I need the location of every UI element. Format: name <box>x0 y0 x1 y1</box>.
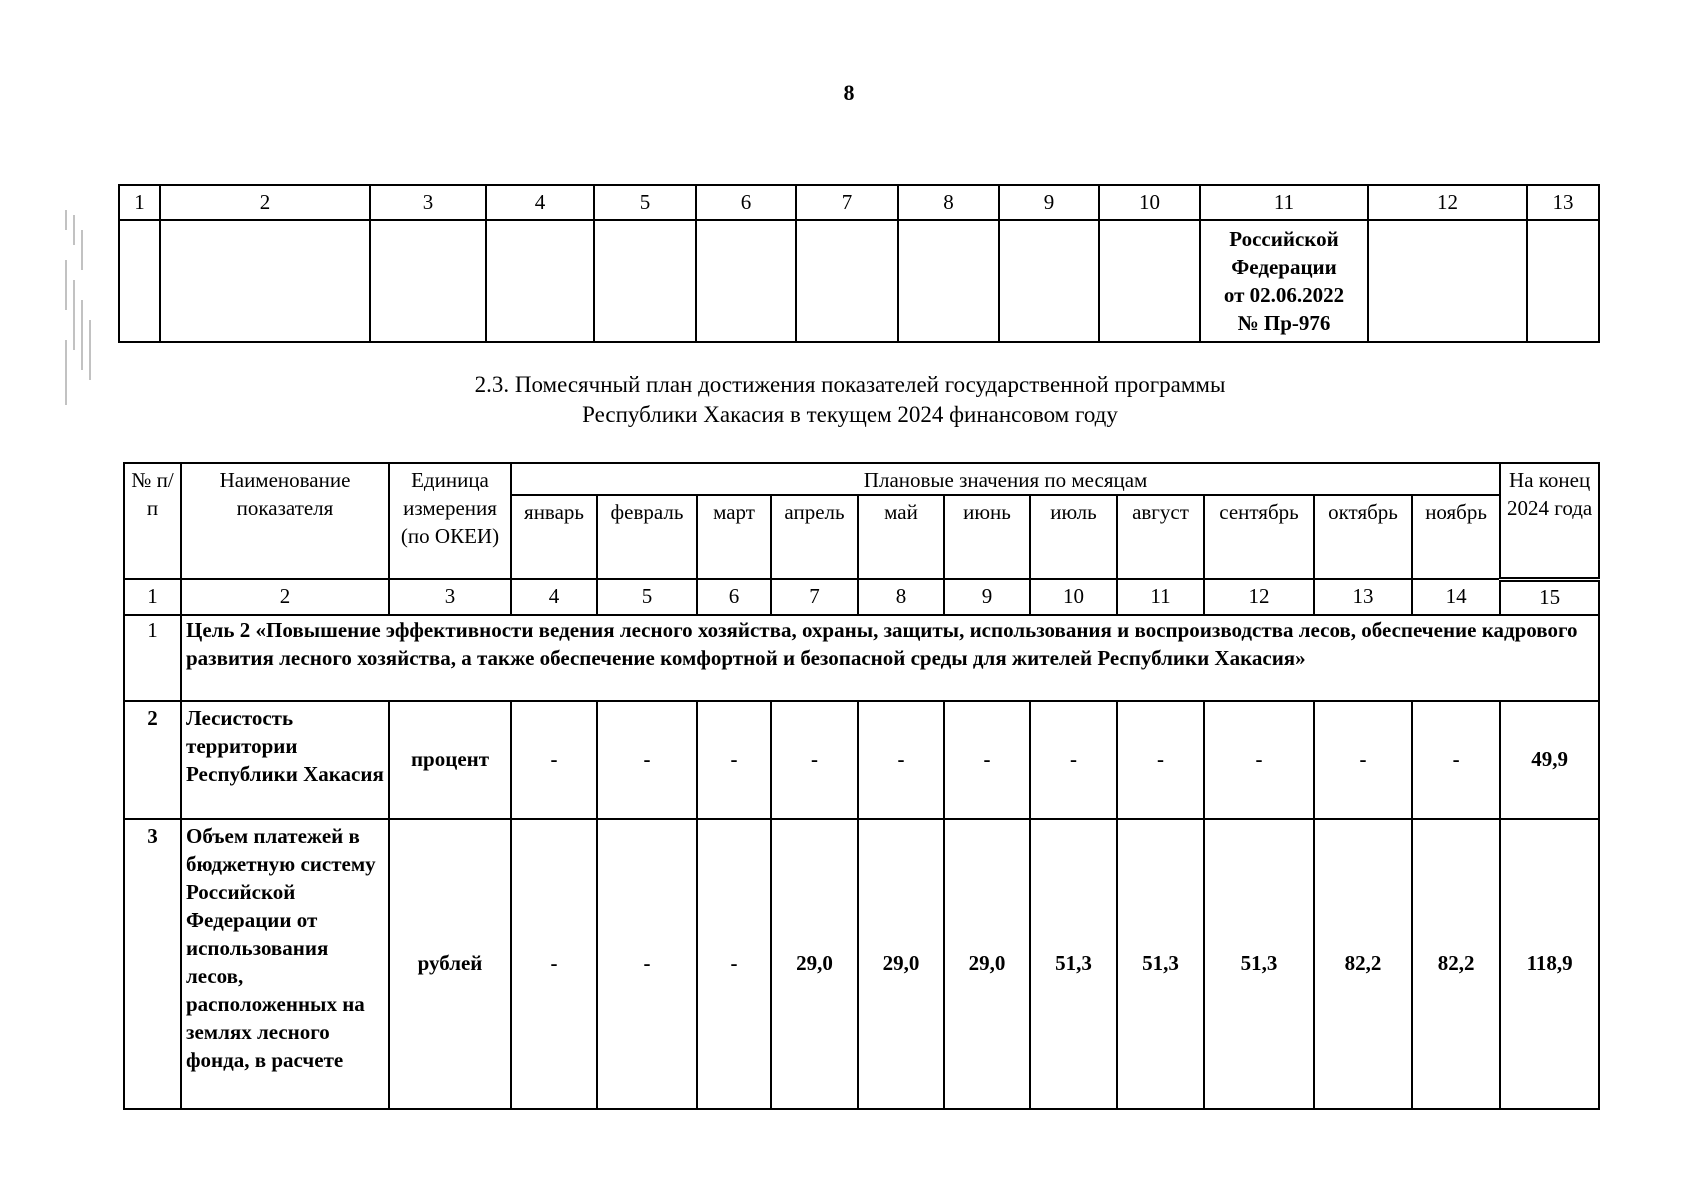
col-number: 11 <box>1200 185 1368 220</box>
month-value: - <box>597 701 697 819</box>
goal-row <box>124 615 1599 701</box>
month-value: 51,3 <box>1117 819 1204 1109</box>
header-month: февраль <box>597 495 697 579</box>
monthly-plan-table <box>123 462 1600 1110</box>
col-number: 6 <box>696 185 796 220</box>
continuation-table-header-row <box>119 185 1599 220</box>
header-month: октябрь <box>1314 495 1412 579</box>
continuation-table-row <box>119 220 1599 342</box>
row-index: 3 <box>124 819 181 1109</box>
month-value: 51,3 <box>1030 819 1117 1109</box>
header-number: № п/п <box>124 463 181 579</box>
col-number: 13 <box>1527 185 1599 220</box>
header-month: май <box>858 495 944 579</box>
header-name: Наименование показателя <box>181 463 389 579</box>
month-value: - <box>858 701 944 819</box>
col-number: 4 <box>511 579 597 615</box>
col-number: 13 <box>1314 579 1412 615</box>
month-value: - <box>771 701 858 819</box>
indicator-name: Объем платежей в бюджетную систему Российской Федерации от использования лесов, расположенных на землях лесного фонда, в расчете <box>181 819 389 1109</box>
header-month: апрель <box>771 495 858 579</box>
header-planned-values: Плановые значения по месяцам <box>511 463 1500 495</box>
row-index: 2 <box>124 701 181 819</box>
month-value: - <box>1412 701 1500 819</box>
month-value: - <box>944 701 1030 819</box>
header-row-1 <box>124 463 1599 495</box>
month-value: - <box>511 819 597 1109</box>
section-title: 2.3. Помесячный план достижения показателей государственной программы Республики Хакасия в текущем 2024 финансовом году <box>474 372 1226 427</box>
month-value: - <box>1314 701 1412 819</box>
indicator-unit: процент <box>389 701 511 819</box>
indicator-name: Лесистость территории Республики Хакасия <box>181 701 389 819</box>
document-reference-cell: Российской Федерации от 02.06.2022 № Пр-976 <box>1200 220 1368 342</box>
indicator-unit: рублей <box>389 819 511 1109</box>
month-value: - <box>697 701 771 819</box>
col-number: 14 <box>1412 579 1500 615</box>
col-number: 3 <box>370 185 486 220</box>
end-of-year-value: 49,9 <box>1500 701 1599 819</box>
row-index: 1 <box>124 615 181 701</box>
col-number: 8 <box>858 579 944 615</box>
table-row <box>124 819 1599 1109</box>
month-value: - <box>697 819 771 1109</box>
col-number: 3 <box>389 579 511 615</box>
col-number: 2 <box>160 185 370 220</box>
col-number: 9 <box>944 579 1030 615</box>
header-month: март <box>697 495 771 579</box>
month-value: 29,0 <box>944 819 1030 1109</box>
col-number: 4 <box>486 185 594 220</box>
col-number: 12 <box>1368 185 1527 220</box>
col-number: 1 <box>119 185 160 220</box>
month-value: 82,2 <box>1412 819 1500 1109</box>
margin-registration-stamp <box>36 200 116 420</box>
month-value: 51,3 <box>1204 819 1314 1109</box>
header-unit: Единица измерения (по ОКЕИ) <box>389 463 511 579</box>
col-number: 5 <box>597 579 697 615</box>
header-end-of-year: На конец 2024 года <box>1500 463 1599 579</box>
col-number: 10 <box>1030 579 1117 615</box>
column-number-row <box>124 579 1599 615</box>
col-number: 1 <box>124 579 181 615</box>
header-month: июль <box>1030 495 1117 579</box>
end-of-year-value: 118,9 <box>1500 819 1599 1109</box>
col-number: 11 <box>1117 579 1204 615</box>
col-number: 7 <box>796 185 898 220</box>
month-value: - <box>1204 701 1314 819</box>
goal-text: Цель 2 «Повышение эффективности ведения лесного хозяйства, охраны, защиты, использования и воспроизводства лесов, обеспечение кадрового развития лесного хозяйства, а также обеспечение комфортной и безопасной среды для жителей Республики Хакасия» <box>181 615 1599 701</box>
month-value: - <box>1030 701 1117 819</box>
col-number: 6 <box>697 579 771 615</box>
month-value: - <box>597 819 697 1109</box>
header-month: июнь <box>944 495 1030 579</box>
header-month: январь <box>511 495 597 579</box>
month-value: 29,0 <box>858 819 944 1109</box>
header-month: ноябрь <box>1412 495 1500 579</box>
col-number: 12 <box>1204 579 1314 615</box>
page-number: 8 <box>843 80 855 105</box>
col-number: 15 <box>1500 579 1599 615</box>
col-number: 5 <box>594 185 696 220</box>
col-number: 10 <box>1099 185 1200 220</box>
header-month: сентябрь <box>1204 495 1314 579</box>
table-row <box>124 701 1599 819</box>
month-value: - <box>511 701 597 819</box>
col-number: 9 <box>999 185 1099 220</box>
col-number: 2 <box>181 579 389 615</box>
header-month: август <box>1117 495 1204 579</box>
col-number: 7 <box>771 579 858 615</box>
continuation-table <box>118 184 1600 343</box>
month-value: - <box>1117 701 1204 819</box>
month-value: 29,0 <box>771 819 858 1109</box>
month-value: 82,2 <box>1314 819 1412 1109</box>
col-number: 8 <box>898 185 999 220</box>
